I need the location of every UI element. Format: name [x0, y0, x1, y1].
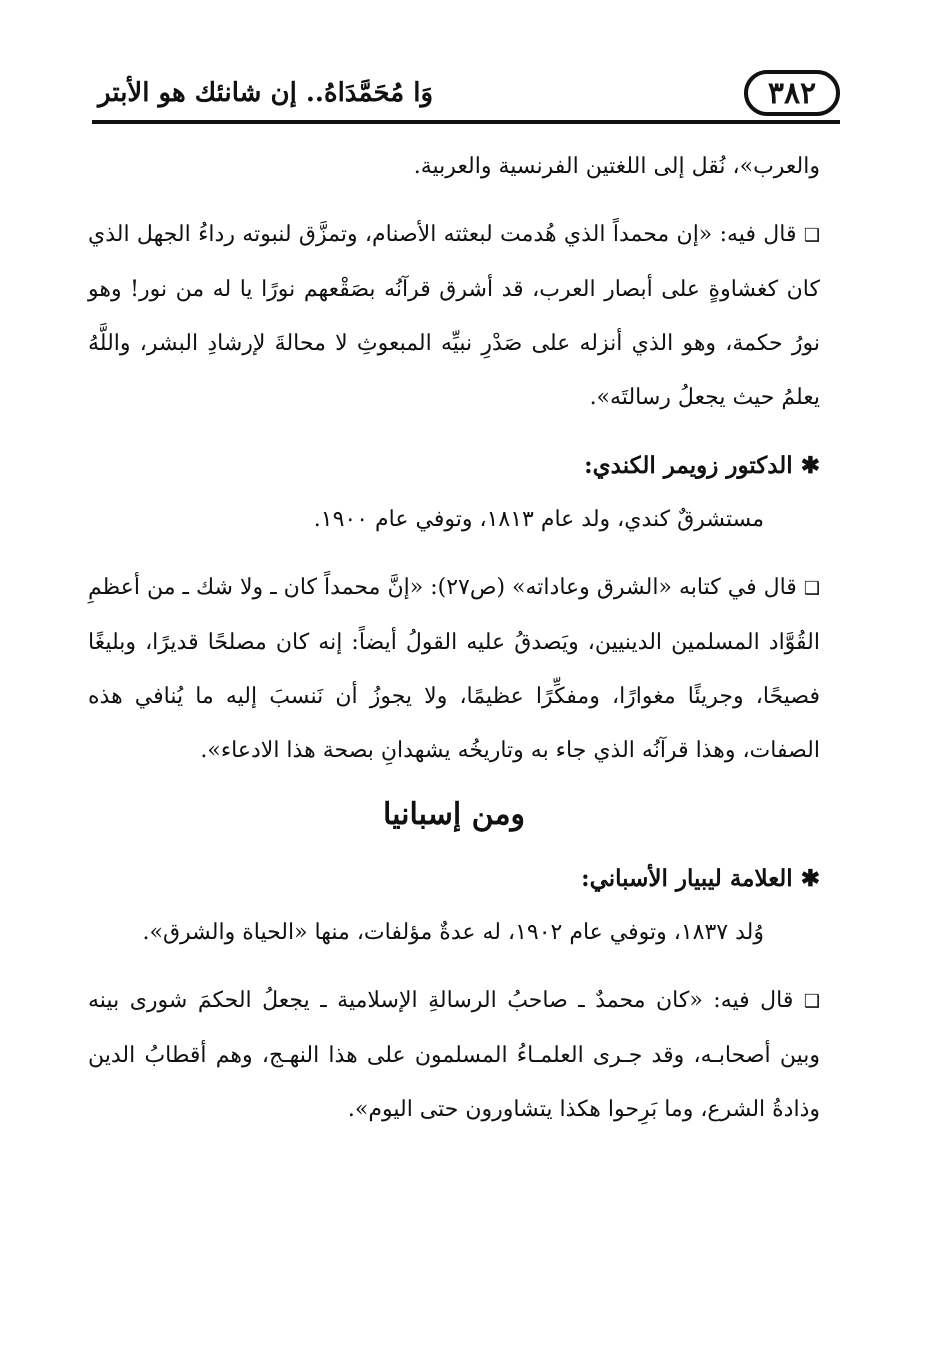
square-bullet-icon: ❑: [803, 225, 820, 246]
bio-paragraph: وُلد ١٨٣٧، وتوفي عام ١٩٠٢، له عدةٌ مؤلفات، منها «الحياة والشرق».: [142, 920, 764, 945]
person-heading: ✱ العلامة ليبيار الأسباني:: [581, 865, 820, 892]
square-bullet-icon: ❑: [803, 578, 820, 599]
page-number: ٣٨٢: [744, 70, 840, 116]
quote-paragraph: ❑ قال في كتابه «الشرق وعاداته» (ص٢٧): «إنَّ محمداً كان ـ ولا شك ـ من أعظمِ القُوَّاد المسلمين الدينيين، ويَصدقُ عليه القولُ أيضاً: إنه كان مصلحًا قديرًا، وبليغًا فصيحًا، وجريئًا مغوارًا، ومفكِّرًا عظيمًا، ولا يجوزُ أن نَنسبَ إليه ما يُنافي هذه الصفات، وهذا قرآنُه الذي جاء به وتاريخُه يشهدانِ بصحة هذا الادعاء».: [88, 575, 820, 763]
quote-paragraph: ❑ قال فيه: «كان محمدٌ ـ صاحبُ الرسالةِ الإسلامية ـ يجعلُ الحكمَ شورى بينه وبين أصحابـه، وقد جـرى العلمـاءُ المسلمون على هذا النهـج، وهم أقطابُ الدين وذادةُ الشرع، وما بَرِحوا هكذا يتشاورون حتى اليوم».: [88, 988, 820, 1122]
page-body: [88, 140, 820, 1137]
square-bullet-icon: ❑: [803, 991, 820, 1012]
page-header: [92, 64, 840, 122]
paragraph-continuation: والعرب»، نُقل إلى اللغتين الفرنسية والعربية.: [413, 154, 820, 179]
person-heading: ✱ الدكتور زويمر الكندي:: [584, 452, 820, 479]
asterisk-icon: ✱: [800, 865, 820, 892]
section-title: ومن إسبانيا: [382, 797, 526, 832]
header-rule: [92, 120, 840, 124]
running-title: وَا مُحَمَّدَاهُ.. إن شانئك هو الأبتر: [98, 78, 434, 108]
asterisk-icon: ✱: [800, 452, 820, 479]
bio-paragraph: مستشرقٌ كندي، ولد عام ١٨١٣، وتوفي عام ١٩٠٠.: [313, 507, 764, 532]
quote-paragraph: ❑ قال فيه: «إن محمداً الذي هُدمت لبعثته الأصنام، وتمزَّق لنبوته رداءُ الجهل الذي كان كغشاوةٍ على أبصار العرب، قد أشرق قرآنُه بصَقْعهم نورًا يا له من نور! وهو نورُ حكمة، وهو الذي أنزله على صَدْرِ نبيِّه المبعوثِ لا محالةَ لإرشادِ البشر، واللَّهُ يعلمُ حيث يجعلُ رسالتَه».: [88, 222, 820, 410]
